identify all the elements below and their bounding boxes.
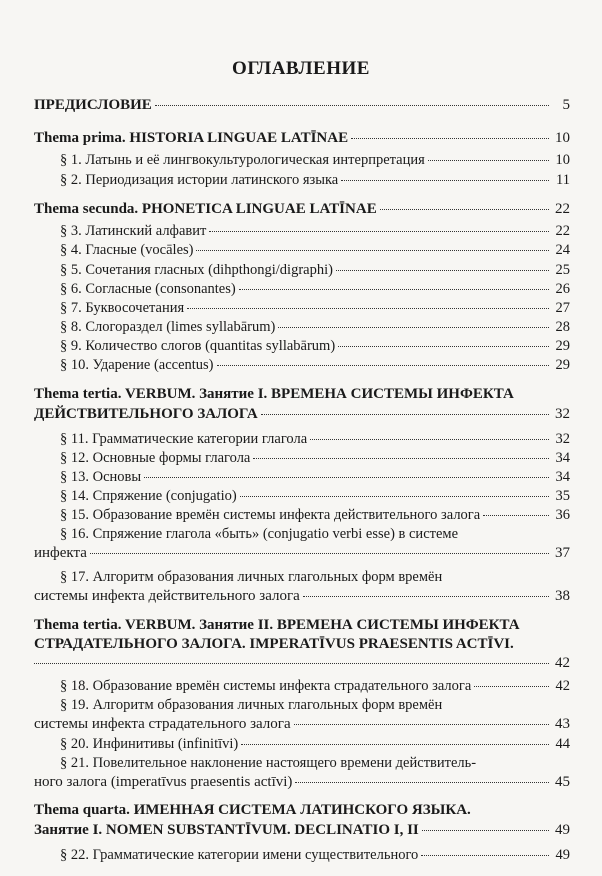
toc-entry-section-10[interactable] <box>60 356 570 374</box>
toc-label: ДЕЙСТВИТЕЛЬНОГО ЗАЛОГА <box>34 406 258 422</box>
toc-entry-preface[interactable] <box>34 96 570 114</box>
toc-entry-section-18[interactable] <box>60 677 570 695</box>
toc-entry-section-6[interactable] <box>60 280 570 298</box>
dot-leader <box>155 105 549 106</box>
dot-leader <box>34 663 549 664</box>
dot-leader <box>278 327 549 328</box>
toc-page-number: 27 <box>555 300 570 316</box>
dot-leader <box>187 308 549 309</box>
toc-entry-section-14[interactable] <box>60 487 570 505</box>
toc-label: § 11. Грамматические категории глагола <box>60 431 308 447</box>
toc-label: § 20. Инфинитивы (infinitīvi) <box>60 736 239 752</box>
toc-entry-section-12[interactable] <box>60 449 570 467</box>
toc-label: § 9. Количество слогов (quantitas syllabārum) <box>60 338 336 354</box>
toc-label: § 5. Сочетания гласных (dihpthongi/digraphi) <box>60 262 333 278</box>
toc-entry-section-16[interactable] <box>34 544 570 562</box>
toc-label: системы инфекта страдательного залога <box>34 716 291 732</box>
toc-page-number: 28 <box>555 319 570 335</box>
toc-label: § 4. Гласные (vocāles) <box>60 242 194 258</box>
toc-label: Thema secunda. PHONETICA LINGUAE LATĪNAE <box>34 201 377 217</box>
toc-page-number: 22 <box>555 201 570 217</box>
toc-page-number: 45 <box>555 774 570 790</box>
page-title: ОГЛАВЛЕНИЕ <box>232 58 370 79</box>
toc-entry-section-19[interactable] <box>34 715 570 733</box>
toc-entry-section-4[interactable] <box>60 241 570 259</box>
dot-leader <box>351 138 549 139</box>
toc-label: § 7. Буквосочетания <box>60 300 185 316</box>
dot-leader <box>422 830 549 831</box>
dot-leader <box>217 365 549 366</box>
toc-entry-thema-tertia-2[interactable] <box>34 654 570 672</box>
toc-heading-line: Thema tertia. VERBUM. Занятие II. ВРЕМЕНА СИСТЕМЫ ИНФЕКТА <box>34 617 520 633</box>
toc-label: § 3. Латинский алфавит <box>60 223 207 239</box>
dot-leader <box>474 686 549 687</box>
toc-heading-line: Thema tertia. VERBUM. Занятие I. ВРЕМЕНА СИСТЕМЫ ИНФЕКТА <box>34 386 514 402</box>
toc-label: § 22. Грамматические категории имени существительного <box>60 847 419 863</box>
dot-leader <box>336 270 549 271</box>
toc-entry-section-17[interactable] <box>34 587 570 605</box>
toc-page-number: 26 <box>555 281 570 297</box>
toc-page-number: 32 <box>555 406 570 422</box>
dot-leader <box>428 160 549 161</box>
toc-page-number: 29 <box>555 357 570 373</box>
dot-leader <box>209 231 549 232</box>
toc-entry-section-11[interactable] <box>60 430 570 448</box>
dot-leader <box>295 782 549 783</box>
toc-entry-thema-secunda[interactable] <box>34 200 570 218</box>
toc-entry-line: § 17. Алгоритм образования личных глагольных форм времён <box>60 569 443 585</box>
toc-entry-section-3[interactable] <box>60 222 570 240</box>
toc-entry-section-5[interactable] <box>60 261 570 279</box>
dot-leader <box>341 180 549 181</box>
toc-page-number: 42 <box>555 655 570 671</box>
dot-leader <box>294 724 549 725</box>
dot-leader <box>240 496 549 497</box>
toc-label: § 2. Периодизация истории латинского языка <box>60 172 339 188</box>
toc-entry-section-21[interactable] <box>34 773 570 791</box>
toc-page-number: 10 <box>555 152 570 168</box>
dot-leader <box>144 477 549 478</box>
toc-entry-section-13[interactable] <box>60 468 570 486</box>
toc-entry-section-22[interactable] <box>60 846 570 864</box>
toc-page-number: 43 <box>555 716 570 732</box>
toc-label: § 13. Основы <box>60 469 142 485</box>
toc-page-number: 34 <box>555 450 570 466</box>
toc-entry-section-20[interactable] <box>60 735 570 753</box>
toc-label: § 14. Спряжение (conjugatio) <box>60 488 237 504</box>
toc-label: инфекта <box>34 545 87 561</box>
toc-page-number: 29 <box>555 338 570 354</box>
toc-entry-thema-tertia-1[interactable] <box>34 405 570 423</box>
dot-leader <box>421 855 549 856</box>
toc-entry-section-8[interactable] <box>60 318 570 336</box>
toc-entry-section-7[interactable] <box>60 299 570 317</box>
toc-entry-section-15[interactable] <box>60 506 570 524</box>
toc-heading-line: Thema quarta. ИМЕННАЯ СИСТЕМА ЛАТИНСКОГО ЯЗЫКА. <box>34 802 471 818</box>
toc-label: Занятие I. NOMEN SUBSTANTĪVUM. DECLINATIO I, II <box>34 822 419 838</box>
toc-page-number: 35 <box>555 488 570 504</box>
toc-page-number: 11 <box>556 172 570 188</box>
dot-leader <box>261 414 549 415</box>
toc-page-number: 32 <box>555 431 570 447</box>
toc-heading-line: СТРАДАТЕЛЬНОГО ЗАЛОГА. IMPERATĪVUS PRAESENTIS ACTĪVI. <box>34 636 514 652</box>
toc-page-number: 36 <box>555 507 570 523</box>
toc-entry-section-2[interactable] <box>60 171 570 189</box>
dot-leader <box>196 250 549 251</box>
toc-label: § 10. Ударение (accentus) <box>60 357 214 373</box>
toc-entry-thema-quarta[interactable] <box>34 821 570 839</box>
toc-label: Thema prima. HISTORIA LINGUAE LATĪNAE <box>34 130 349 146</box>
dot-leader <box>303 596 549 597</box>
toc-entry-thema-prima[interactable] <box>34 129 570 147</box>
dot-leader <box>338 346 549 347</box>
toc-label: системы инфекта действительного залога <box>34 588 300 604</box>
toc-label: § 12. Основные формы глагола <box>60 450 251 466</box>
toc-page-number: 38 <box>555 588 570 604</box>
dot-leader <box>239 289 549 290</box>
toc-label: § 8. Слогораздел (limes syllabārum) <box>60 319 276 335</box>
toc-page-number: 44 <box>555 736 570 752</box>
dot-leader <box>310 439 549 440</box>
toc-entry-line: § 16. Спряжение глагола «быть» (conjugatio verbi esse) в системе <box>60 526 459 542</box>
toc-page-number: 25 <box>555 262 570 278</box>
toc-label: § 15. Образование времён системы инфекта действительного залога <box>60 507 481 523</box>
dot-leader <box>253 458 549 459</box>
toc-page-number: 24 <box>555 242 570 258</box>
dot-leader <box>90 553 549 554</box>
toc-page-number: 34 <box>555 469 570 485</box>
toc-label: ного залога (imperatīvus praesentis actīvi) <box>34 774 293 790</box>
toc-page-number: 5 <box>562 97 570 113</box>
toc-entry-section-1[interactable] <box>60 151 570 169</box>
toc-entry-line: § 21. Повелительное наклонение настоящего времени действитель- <box>60 755 477 771</box>
toc-page-number: 49 <box>555 822 570 838</box>
toc-label: ПРЕДИСЛОВИЕ <box>34 97 152 113</box>
toc-entry-section-9[interactable] <box>60 337 570 355</box>
dot-leader <box>483 515 549 516</box>
toc-page-number: 22 <box>555 223 570 239</box>
toc-label: § 6. Согласные (consonantes) <box>60 281 236 297</box>
toc-page-number: 10 <box>555 130 570 146</box>
toc-page-number: 42 <box>555 678 570 694</box>
dot-leader <box>380 209 549 210</box>
toc-page-number: 37 <box>555 545 570 561</box>
toc-label: § 18. Образование времён системы инфекта страдательного залога <box>60 678 472 694</box>
toc-entry-line: § 19. Алгоритм образования личных глагольных форм времён <box>60 697 443 713</box>
toc-label: § 1. Латынь и её лингвокультурологическая интерпретация <box>60 152 425 168</box>
dot-leader <box>241 744 549 745</box>
toc-page-number: 49 <box>555 847 570 863</box>
